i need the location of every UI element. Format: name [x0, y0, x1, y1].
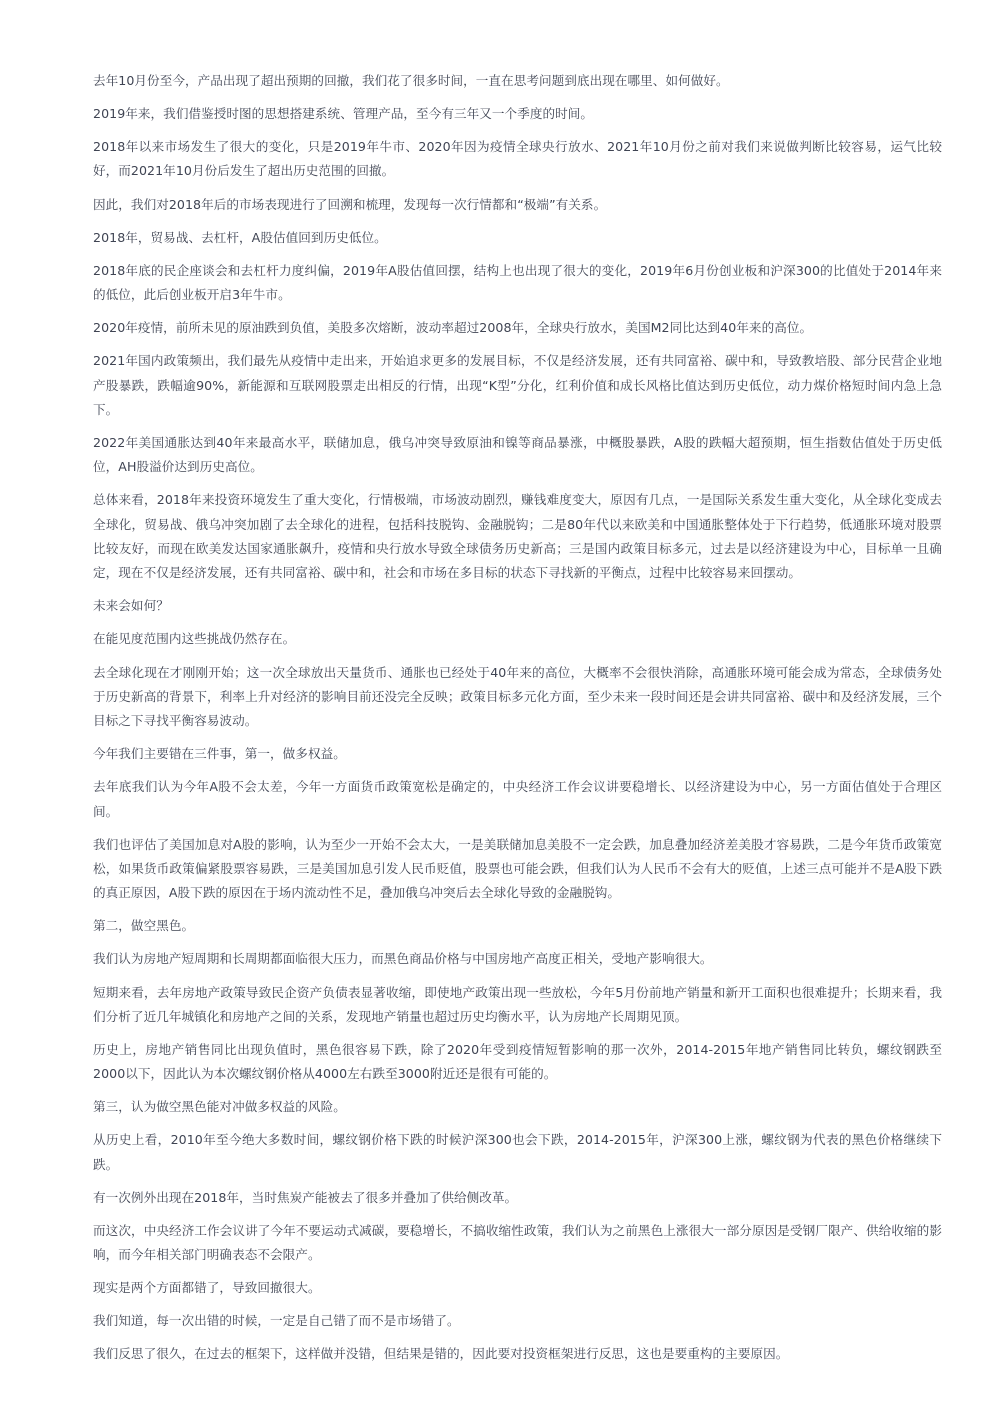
- paragraph: 从历史上看，2010年至今绝大多数时间，螺纹钢价格下跌的时候沪深300也会下跌，2014-2015年，沪深300上涨，螺纹钢为代表的黑色价格继续下跌。: [93, 1132, 942, 1172]
- paragraph: 2020年疫情，前所未见的原油跌到负值，美股多次熔断，波动率超过2008年，全球央行放水，美国M2同比达到40年来的高位。: [93, 320, 813, 336]
- paragraph: 2019年来，我们借鉴授时图的思想搭建系统、管理产品，至今有三年又一个季度的时间。: [93, 106, 594, 122]
- paragraph: 而这次，中央经济工作会议讲了今年不要运动式减碳，要稳增长，不搞收缩性政策，我们认为之前黑色上涨很大一部分原因是受钢厂限产、供给收缩的影响，而今年相关部门明确表态不会限产。: [93, 1222, 942, 1263]
- article-body: [93, 69, 942, 1376]
- paragraph: 在能见度范围内这些挑战仍然存在。: [93, 631, 296, 647]
- paragraph: 我们反思了很久，在过去的框架下，这样做并没错，但结果是错的，因此要对投资框架进行反思，这也是要重构的主要原因。: [93, 1346, 789, 1362]
- paragraph: 2018年，贸易战、去杠杆，A股估值回到历史低位。: [93, 229, 387, 245]
- paragraph: 2018年以来市场发生了很大的变化，只是2019年牛市、2020年因为疫情全球央行放水、2021年10月份之前对我们来说做判断比较容易，运气比较好，而2021年10月份后发生了超出历史范围的回撤。: [93, 139, 942, 179]
- paragraph: 今年我们主要错在三件事，第一，做多权益。: [93, 746, 346, 762]
- paragraph: 历史上，房地产销售同比出现负值时，黑色很容易下跌，除了2020年受到疫情短暂影响的那一次外，2014-2015年地产销售同比转负，螺纹钢跌至2000以下，因此认为本次螺纹钢价格从4000左右跌至3000附近还是很有可能的。: [93, 1041, 942, 1082]
- paragraph: 有一次例外出现在2018年，当时焦炭产能被去了很多并叠加了供给侧改革。: [93, 1189, 518, 1205]
- paragraph: 2021年国内政策频出，我们最先从疫情中走出来，开始追求更多的发展目标，不仅是经济发展，还有共同富裕、碳中和，导致教培股、部分民营企业地产股暴跌，跌幅逾90%，新能源和互联网股票走出相反的行情，出现“K型”分化，红利价值和成长风格比值达到历史低位，动力煤价格短时间内急上急下。: [93, 353, 942, 417]
- paragraph: 短期来看，去年房地产政策导致民企资产负债表显著收缩，即使地产政策出现一些放松，今年5月份前地产销量和新开工面积也很难提升；长期来看，我们分析了近几年城镇化和房地产之间的关系，发现地产销量也超过历史均衡水平，认为房地产长周期见顶。: [93, 984, 942, 1024]
- paragraph: 去全球化现在才刚刚开始；这一次全球放出天量货币、通胀也已经处于40年来的高位，大概率不会很快消除，高通胀环境可能会成为常态，全球债务处于历史新高的背景下，利率上升对经济的影响目前还没完全反映；政策目标多元化方面，至少未来一段时间还是会讲共同富裕、碳中和及经济发展，三个目标之下寻找平衡容易波动。: [93, 664, 942, 729]
- paragraph: 总体来看，2018年来投资环境发生了重大变化，行情极端，市场波动剧烈，赚钱难度变大，原因有几点，一是国际关系发生重大变化，从全球化变成去全球化，贸易战、俄乌冲突加剧了去全球化的进程，包括科技脱钩、金融脱钩；二是80年代以来欧美和中国通胀整体处于下行趋势，低通胀环境对股票比较友好，而现在欧美发达国家通胀飙升，疫情和央行放水导致全球债务历史新高；三是国内政策目标多元，过去是以经济建设为中心，目标单一且确定，现在不仅是经济发展，还有共同富裕、碳中和，社会和市场在多目标的状态下寻找新的平衡点，过程中比较容易来回摆动。: [93, 492, 942, 581]
- paragraph: 我们也评估了美国加息对A股的影响，认为至少一开始不会太大，一是美联储加息美股不一定会跌，加息叠加经济差美股才容易跌，二是今年货币政策宽松，如果货币政策偏紧股票容易跌，三是美国加息引发人民币贬值，股票也可能会跌，但我们认为人民币不会有大的贬值，上述三点可能并不是A股下跌的真正原因，A股下跌的原因在于场内流动性不足，叠加俄乌冲突后去全球化导致的金融脱钩。: [93, 836, 942, 901]
- paragraph: 我们认为房地产短周期和长周期都面临很大压力，而黑色商品价格与中国房地产高度正相关，受地产影响很大。: [93, 951, 713, 967]
- paragraph: 现实是两个方面都错了，导致回撤很大。: [93, 1280, 321, 1296]
- paragraph: 去年10月份至今，产品出现了超出预期的回撤，我们花了很多时间，一直在思考问题到底出现在哪里、如何做好。: [93, 73, 729, 88]
- paragraph: 第二，做空黑色。: [93, 918, 195, 934]
- paragraph: 2022年美国通胀达到40年来最高水平，联储加息，俄乌冲突导致原油和镍等商品暴涨，中概股暴跌，A股的跌幅大超预期，恒生指数估值处于历史低位，AH股溢价达到历史高位。: [93, 434, 942, 475]
- paragraph: 第三，认为做空黑色能对冲做多权益的风险。: [93, 1099, 346, 1115]
- paragraph: 去年底我们认为今年A股不会太差，今年一方面货币政策宽松是确定的，中央经济工作会议讲要稳增长、以经济建设为中心，另一方面估值处于合理区间。: [93, 779, 942, 819]
- paragraph: 我们知道，每一次出错的时候，一定是自己错了而不是市场错了。: [93, 1313, 460, 1329]
- paragraph: 未来会如何？: [93, 598, 169, 614]
- paragraph: 2018年底的民企座谈会和去杠杆力度纠偏，2019年A股估值回摆，结构上也出现了很大的变化，2019年6月份创业板和沪深300的比值处于2014年来的低位，此后创业板开启3年牛市。: [93, 262, 942, 303]
- paragraph: 因此，我们对2018年后的市场表现进行了回溯和梳理，发现每一次行情都和“极端”有关系。: [93, 196, 607, 212]
